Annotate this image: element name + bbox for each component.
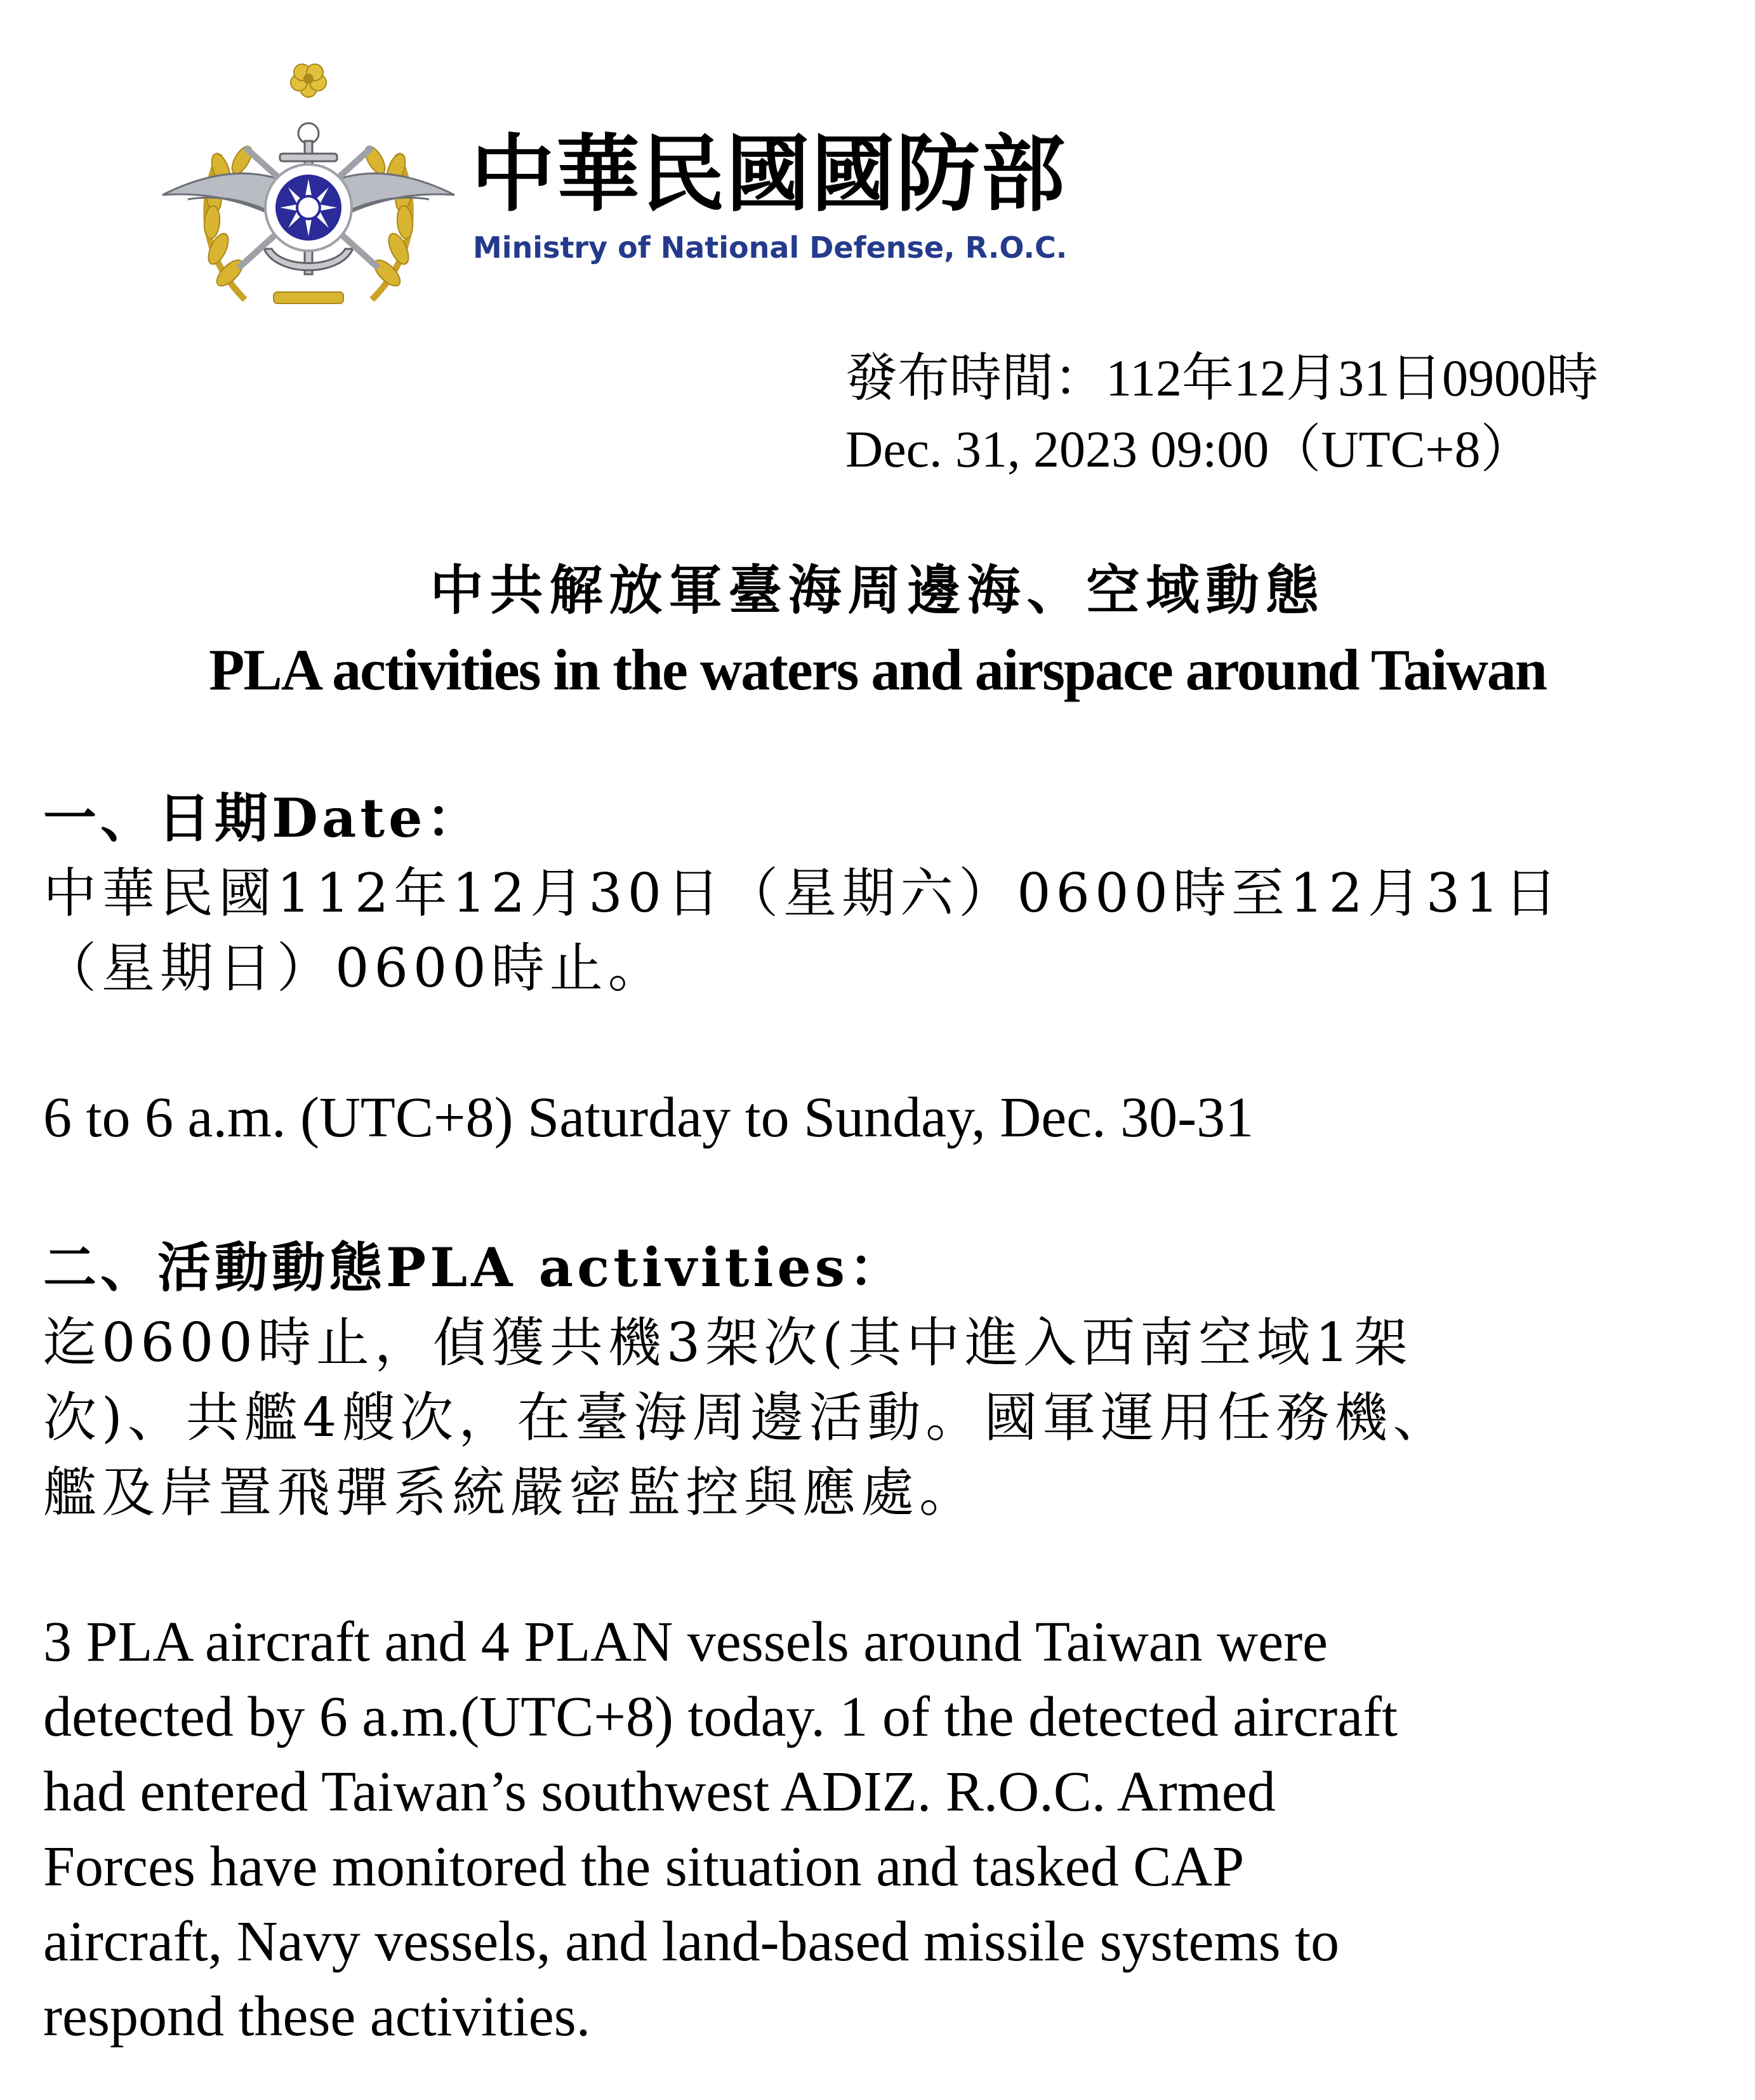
release-time xyxy=(845,343,1598,485)
date-cn-line: （星期日）0600時止。 xyxy=(43,937,666,999)
activities-en-line: aircraft, Navy vessels, and land-based missile systems to xyxy=(43,1910,1340,1973)
activities-section-heading: 二、活動動態PLA activities： xyxy=(43,1236,906,1299)
date-section-heading: 一、日期Date： xyxy=(43,787,484,849)
mnd-emblem-icon xyxy=(150,58,467,312)
activities-cn-line: 艦及岸置飛彈系統嚴密監控與應處。 xyxy=(43,1461,978,1524)
activities-en-line: 3 PLA aircraft and 4 PLAN vessels around Taiwan were xyxy=(43,1611,1328,1673)
date-en-line: 6 to 6 a.m. (UTC+8) Saturday to Sunday, Dec. 30-31 xyxy=(43,1086,1254,1149)
activities-en-line: Forces have monitored the situation and tasked CAP xyxy=(43,1835,1245,1898)
activities-en-line: respond these activities. xyxy=(43,1985,591,2048)
spacer xyxy=(43,1530,1719,1605)
org-name-en: Ministry of National Defense, R.O.C. xyxy=(473,230,1068,265)
spacer xyxy=(43,1006,1719,1080)
activities-cn-line: 迄0600時止，偵獲共機3架次(其中進入西南空域1架 xyxy=(43,1312,1413,1374)
activities-cn-line: 次)、共艦4艘次，在臺海周邊活動。國軍運用任務機、 xyxy=(43,1386,1452,1449)
release-time-cn: 發布時間：112年12月31日0900時 xyxy=(845,349,1598,407)
release-time-en: Dec. 31, 2023 09:00（UTC+8） xyxy=(845,420,1533,478)
title-cn: 中共解放軍臺海周邊海、空域動態 xyxy=(430,559,1325,621)
title-en: PLA activities in the waters and airspace around Taiwan xyxy=(209,637,1546,702)
activities-en-line: had entered Taiwan’s southwest ADIZ. R.O.C. Armed xyxy=(43,1760,1276,1823)
release-body xyxy=(43,781,1719,2054)
org-name-cn: 中華民國國防部 xyxy=(471,126,1066,223)
activities-en-line: detected by 6 a.m.(UTC+8) today. 1 of the detected aircraft xyxy=(43,1685,1398,1748)
date-cn-line: 中華民國112年12月30日（星期六）0600時至12月31日 xyxy=(43,862,1563,924)
spacer xyxy=(43,1155,1719,1230)
